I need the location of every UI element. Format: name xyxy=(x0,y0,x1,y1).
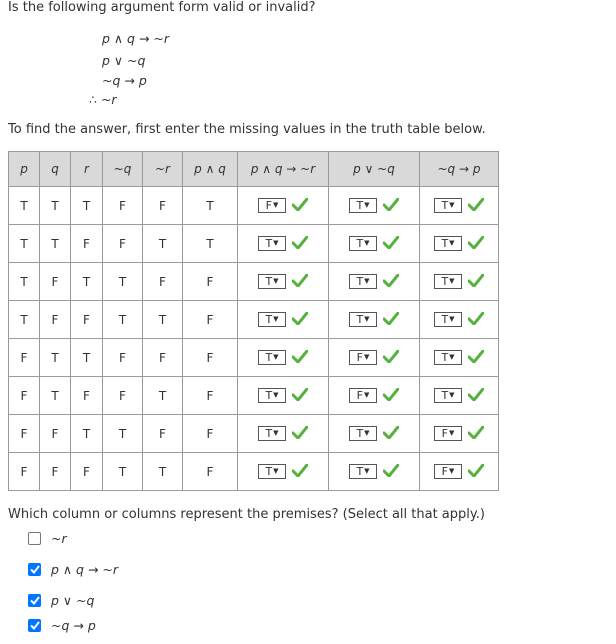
truth-value-cell: T xyxy=(40,225,71,263)
truth-value-cell: F xyxy=(9,415,40,453)
answer-cell xyxy=(420,377,499,415)
selected-value: F xyxy=(441,465,448,478)
checkbox[interactable] xyxy=(28,594,41,607)
option-label: p ∧ q → ~r xyxy=(51,562,118,577)
chevron-down-icon: ▼ xyxy=(364,277,370,285)
truth-value-select[interactable] xyxy=(434,236,462,251)
answer-cell xyxy=(238,415,329,453)
column-header: p ∧ q xyxy=(183,152,238,187)
truth-value-cell: T xyxy=(143,301,183,339)
column-header: ~q xyxy=(103,152,143,187)
truth-value-cell: F xyxy=(183,415,238,453)
truth-value-cell: T xyxy=(103,415,143,453)
truth-value-select[interactable] xyxy=(434,274,462,289)
truth-value-select[interactable] xyxy=(434,464,462,479)
truth-value-select[interactable] xyxy=(258,274,286,289)
checkmark-icon xyxy=(292,464,308,480)
truth-value-select[interactable] xyxy=(349,274,377,289)
truth-value-select[interactable] xyxy=(434,426,462,441)
answer-cell xyxy=(420,453,499,491)
answer-cell xyxy=(329,301,420,339)
selected-value: F xyxy=(441,427,448,440)
chevron-down-icon: ▼ xyxy=(273,239,279,247)
truth-value-cell: T xyxy=(143,453,183,491)
truth-value-select[interactable] xyxy=(434,312,462,327)
truth-value-select[interactable] xyxy=(258,312,286,327)
truth-value-select[interactable] xyxy=(434,350,462,365)
truth-value-cell: T xyxy=(103,453,143,491)
checkmark-icon xyxy=(292,236,308,252)
truth-value-cell: F xyxy=(71,377,103,415)
selected-value: T xyxy=(265,275,273,288)
question-text: Is the following argument form valid or invalid? xyxy=(8,0,316,15)
argument-premise-2: p ∨ ~q xyxy=(102,53,146,68)
truth-value-cell: T xyxy=(71,339,103,377)
checkmark-icon xyxy=(383,236,399,252)
option-label: ~r xyxy=(51,531,67,546)
selected-value: T xyxy=(265,427,273,440)
truth-value-cell: T xyxy=(9,263,40,301)
chevron-down-icon: ▼ xyxy=(449,277,455,285)
column-header: p xyxy=(9,152,40,187)
argument-premise-1: p ∧ q → ~r xyxy=(102,31,169,46)
table-row xyxy=(9,263,499,301)
answer-cell xyxy=(420,225,499,263)
truth-value-cell: F xyxy=(183,339,238,377)
selected-value: T xyxy=(441,199,449,212)
checkmark-icon xyxy=(468,464,484,480)
checkmark-icon xyxy=(468,236,484,252)
answer-cell xyxy=(238,339,329,377)
answer-cell xyxy=(329,225,420,263)
checkbox[interactable] xyxy=(28,532,41,545)
truth-value-cell: F xyxy=(103,225,143,263)
chevron-down-icon: ▼ xyxy=(273,315,279,323)
answer-cell xyxy=(238,377,329,415)
truth-value-cell: F xyxy=(9,339,40,377)
truth-value-cell: F xyxy=(183,263,238,301)
option-label: p ∨ ~q xyxy=(51,593,95,608)
selected-value: T xyxy=(356,465,364,478)
table-row xyxy=(9,377,499,415)
chevron-down-icon: ▼ xyxy=(273,467,279,475)
truth-value-select[interactable] xyxy=(349,426,377,441)
instruction-text: To find the answer, first enter the missing values in the truth table below. xyxy=(8,122,486,137)
checkmark-icon xyxy=(468,198,484,214)
table-row xyxy=(9,225,499,263)
checkmark-icon xyxy=(383,464,399,480)
chevron-down-icon: ▼ xyxy=(364,315,370,323)
checkmark-icon xyxy=(383,426,399,442)
truth-value-cell: T xyxy=(9,225,40,263)
truth-table xyxy=(8,151,499,491)
checkmark-icon xyxy=(383,198,399,214)
truth-value-cell: F xyxy=(143,263,183,301)
selected-value: T xyxy=(265,465,273,478)
chevron-down-icon: ▼ xyxy=(363,353,370,361)
selected-value: F xyxy=(356,351,363,364)
truth-value-select[interactable] xyxy=(434,198,462,213)
truth-value-cell: F xyxy=(143,339,183,377)
selected-value: T xyxy=(356,313,364,326)
truth-value-cell: F xyxy=(40,453,71,491)
truth-value-cell: T xyxy=(183,225,238,263)
truth-value-cell: T xyxy=(71,263,103,301)
answer-cell xyxy=(329,453,420,491)
answer-cell xyxy=(238,263,329,301)
argument-premise-3: ~q → p xyxy=(102,73,147,88)
answer-cell xyxy=(238,225,329,263)
answer-cell xyxy=(420,301,499,339)
truth-table-header xyxy=(9,152,499,187)
truth-value-cell: F xyxy=(71,453,103,491)
table-row xyxy=(9,453,499,491)
truth-value-cell: T xyxy=(143,377,183,415)
checkmark-icon xyxy=(383,274,399,290)
checkmark-icon xyxy=(292,312,308,328)
truth-value-select[interactable] xyxy=(349,464,377,479)
truth-value-cell: T xyxy=(103,301,143,339)
chevron-down-icon: ▼ xyxy=(273,429,279,437)
selected-value: T xyxy=(441,389,449,402)
truth-value-cell: F xyxy=(71,225,103,263)
chevron-down-icon: ▼ xyxy=(449,391,455,399)
table-row xyxy=(9,301,499,339)
truth-value-cell: F xyxy=(183,377,238,415)
chevron-down-icon: ▼ xyxy=(449,239,455,247)
table-row xyxy=(9,415,499,453)
answer-cell xyxy=(329,377,420,415)
premise-option[interactable] xyxy=(28,562,118,577)
checkbox[interactable] xyxy=(28,563,41,576)
chevron-down-icon: ▼ xyxy=(272,201,279,209)
checkmark-icon xyxy=(468,388,484,404)
premises-question: Which column or columns represent the premises? (Select all that apply.) xyxy=(8,507,485,522)
argument-conclusion: ∴ ~r xyxy=(89,92,117,107)
checkmark-icon xyxy=(292,388,308,404)
chevron-down-icon: ▼ xyxy=(448,467,455,475)
truth-value-cell: T xyxy=(9,187,40,225)
selected-value: T xyxy=(441,313,449,326)
answer-cell xyxy=(238,453,329,491)
checkmark-icon xyxy=(468,274,484,290)
chevron-down-icon: ▼ xyxy=(364,201,370,209)
truth-value-cell: F xyxy=(103,377,143,415)
column-header: q xyxy=(40,152,71,187)
chevron-down-icon: ▼ xyxy=(364,429,370,437)
chevron-down-icon: ▼ xyxy=(273,277,279,285)
chevron-down-icon: ▼ xyxy=(273,353,279,361)
chevron-down-icon: ▼ xyxy=(364,239,370,247)
truth-value-cell: T xyxy=(103,263,143,301)
selected-value: T xyxy=(265,313,273,326)
premise-option[interactable] xyxy=(28,618,96,633)
checkmark-icon xyxy=(292,198,308,214)
selected-value: T xyxy=(441,275,449,288)
truth-value-select[interactable] xyxy=(349,198,377,213)
truth-value-select[interactable] xyxy=(258,464,286,479)
selected-value: T xyxy=(356,427,364,440)
column-header: r xyxy=(71,152,103,187)
checkmark-icon xyxy=(468,426,484,442)
selected-value: F xyxy=(265,199,272,212)
checkmark-icon xyxy=(292,426,308,442)
truth-value-select[interactable] xyxy=(258,350,286,365)
truth-value-cell: F xyxy=(143,415,183,453)
checkbox[interactable] xyxy=(28,619,41,632)
chevron-down-icon: ▼ xyxy=(363,391,370,399)
truth-value-cell: T xyxy=(9,301,40,339)
truth-value-cell: F xyxy=(9,453,40,491)
chevron-down-icon: ▼ xyxy=(449,201,455,209)
premise-option[interactable] xyxy=(28,593,94,608)
truth-value-cell: F xyxy=(103,339,143,377)
truth-value-cell: F xyxy=(40,415,71,453)
checkmark-icon xyxy=(383,350,399,366)
column-header: ~r xyxy=(143,152,183,187)
truth-value-select[interactable] xyxy=(258,198,286,213)
truth-value-select[interactable] xyxy=(349,312,377,327)
truth-value-select[interactable] xyxy=(349,236,377,251)
truth-value-cell: F xyxy=(40,301,71,339)
answer-cell xyxy=(420,263,499,301)
truth-value-cell: F xyxy=(71,301,103,339)
chevron-down-icon: ▼ xyxy=(448,429,455,437)
selected-value: T xyxy=(356,199,364,212)
selected-value: T xyxy=(265,351,273,364)
truth-value-cell: T xyxy=(40,187,71,225)
checkmark-icon xyxy=(468,312,484,328)
option-label: ~q → p xyxy=(51,618,96,633)
truth-value-select[interactable] xyxy=(258,388,286,403)
truth-value-cell: F xyxy=(9,377,40,415)
answer-cell xyxy=(238,187,329,225)
selected-value: F xyxy=(356,389,363,402)
checkmark-icon xyxy=(468,350,484,366)
column-header: p ∧ q → ~r xyxy=(238,152,329,187)
truth-value-cell: F xyxy=(143,187,183,225)
premise-option[interactable] xyxy=(28,531,67,546)
truth-value-cell: T xyxy=(40,377,71,415)
selected-value: T xyxy=(265,389,273,402)
answer-cell xyxy=(329,187,420,225)
selected-value: T xyxy=(265,237,273,250)
chevron-down-icon: ▼ xyxy=(449,353,455,361)
truth-value-select[interactable] xyxy=(434,388,462,403)
table-row xyxy=(9,339,499,377)
answer-cell xyxy=(329,339,420,377)
answer-cell xyxy=(329,415,420,453)
chevron-down-icon: ▼ xyxy=(449,315,455,323)
truth-value-cell: T xyxy=(71,187,103,225)
table-row xyxy=(9,187,499,225)
truth-value-cell: F xyxy=(183,301,238,339)
answer-cell xyxy=(329,263,420,301)
selected-value: T xyxy=(441,351,449,364)
chevron-down-icon: ▼ xyxy=(273,391,279,399)
answer-cell xyxy=(238,301,329,339)
checkmark-icon xyxy=(292,274,308,290)
truth-value-select[interactable] xyxy=(349,388,377,403)
selected-value: T xyxy=(441,237,449,250)
chevron-down-icon: ▼ xyxy=(364,467,370,475)
truth-value-cell: F xyxy=(183,453,238,491)
checkmark-icon xyxy=(383,312,399,328)
truth-value-cell: T xyxy=(40,339,71,377)
selected-value: T xyxy=(356,275,364,288)
truth-value-cell: F xyxy=(103,187,143,225)
truth-value-cell: F xyxy=(40,263,71,301)
selected-value: T xyxy=(356,237,364,250)
truth-value-cell: T xyxy=(71,415,103,453)
truth-value-cell: T xyxy=(183,187,238,225)
truth-value-select[interactable] xyxy=(258,236,286,251)
answer-cell xyxy=(420,339,499,377)
column-header: ~q → p xyxy=(420,152,499,187)
truth-value-select[interactable] xyxy=(349,350,377,365)
column-header: p ∨ ~q xyxy=(329,152,420,187)
answer-cell xyxy=(420,415,499,453)
checkmark-icon xyxy=(383,388,399,404)
answer-cell xyxy=(420,187,499,225)
checkmark-icon xyxy=(292,350,308,366)
truth-value-select[interactable] xyxy=(258,426,286,441)
truth-value-cell: T xyxy=(143,225,183,263)
